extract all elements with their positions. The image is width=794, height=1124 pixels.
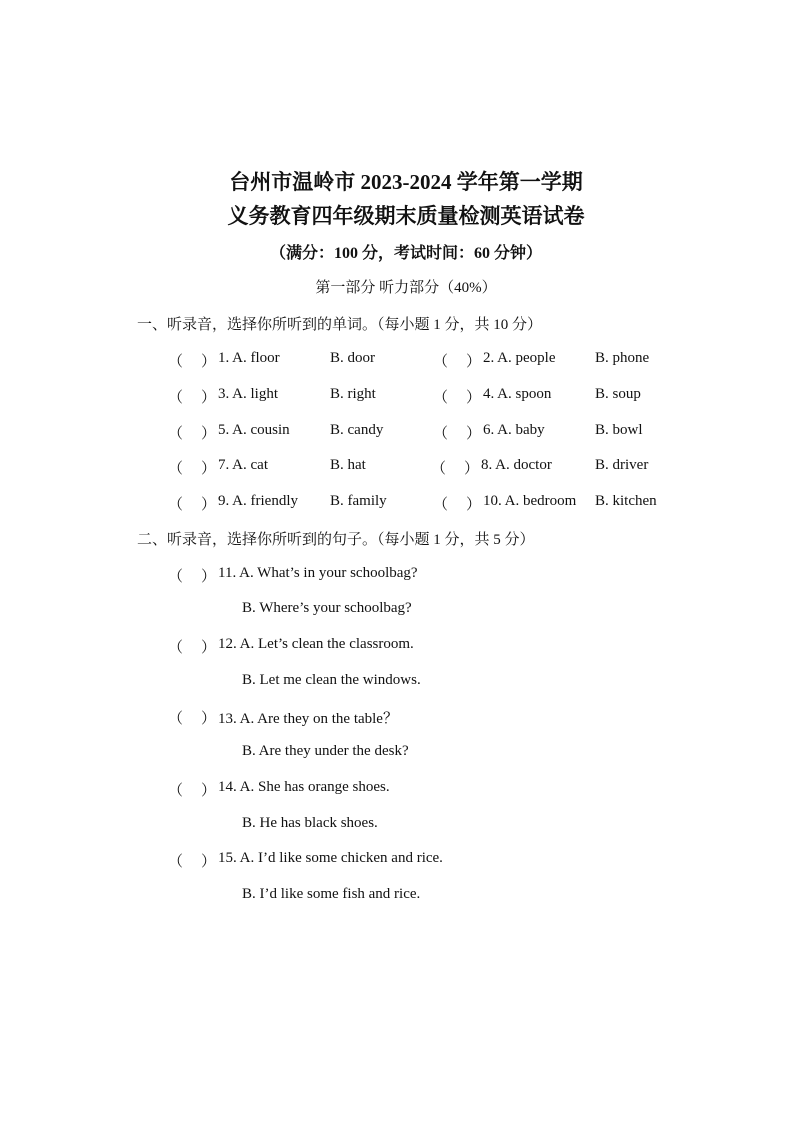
answer-paren-open: （ <box>168 354 184 370</box>
answer-paren-open: （ <box>433 390 449 406</box>
answer-paren-close: ） <box>466 390 482 406</box>
option-a: 6. A. baby <box>483 422 545 438</box>
answer-paren-close: ） <box>466 497 482 513</box>
sentence-option-b-row <box>0 743 794 765</box>
sentence-question <box>0 850 794 872</box>
option-b: B. Are they under the desk? <box>242 743 409 759</box>
answer-paren-close: ） <box>201 461 217 477</box>
word-row <box>0 457 794 479</box>
answer-paren-open: （ <box>168 497 184 513</box>
option-a: 14. A. She has orange shoes. <box>218 779 390 795</box>
answer-paren-close: ） <box>201 640 217 656</box>
answer-paren-open: （ <box>168 390 184 406</box>
option-b: B. soup <box>595 386 641 402</box>
answer-paren-open: （ <box>433 354 449 370</box>
option-b: B. bowl <box>595 422 643 438</box>
sentence-option-b-row <box>0 672 794 694</box>
answer-paren-close: ） <box>201 711 217 727</box>
option-b: B. Let me clean the windows. <box>242 672 421 688</box>
answer-paren-close: ） <box>201 497 217 513</box>
option-a: 12. A. Let’s clean the classroom. <box>218 636 414 652</box>
option-b: B. I’d like some fish and rice. <box>242 886 421 902</box>
exam-title-line2: 义务教育四年级期末质量检测英语试卷 <box>227 204 585 228</box>
answer-paren-close: ） <box>201 426 217 442</box>
option-a: 3. A. light <box>218 386 279 402</box>
section1-title: 一、听录音，选择你所听到的单词。（每小题 1 分，共 10 分） <box>137 317 543 333</box>
answer-paren-open: （ <box>168 783 184 799</box>
word-row <box>0 422 794 444</box>
sentence-question <box>0 565 794 587</box>
answer-paren-open: （ <box>431 461 447 477</box>
option-a: 10. A. bedroom <box>483 493 577 509</box>
answer-paren-open: （ <box>433 426 449 442</box>
exam-title-line1: 台州市温岭市 2023-2024 学年第一学期 <box>229 170 583 194</box>
answer-paren-close: ） <box>466 426 482 442</box>
option-b: B. phone <box>595 350 650 366</box>
answer-paren-open: （ <box>168 461 184 477</box>
option-b: B. driver <box>595 457 649 473</box>
answer-paren-close: ） <box>464 461 480 477</box>
word-row <box>0 493 794 515</box>
option-a: 13. A. Are they on the table？ <box>218 711 398 727</box>
section2-title: 二、听录音，选择你所听到的句子。（每小题 1 分，共 5 分） <box>137 532 535 548</box>
option-a: 2. A. people <box>483 350 556 366</box>
answer-paren-close: ） <box>201 854 217 870</box>
sentence-question <box>0 779 794 801</box>
option-b: B. Where’s your schoolbag? <box>242 600 412 616</box>
answer-paren-open: （ <box>168 854 184 870</box>
sentence-option-b-row <box>0 815 794 837</box>
option-a: 5. A. cousin <box>218 422 290 438</box>
answer-paren-close: ） <box>201 783 217 799</box>
option-b: B. kitchen <box>595 493 657 509</box>
answer-paren-open: （ <box>168 426 184 442</box>
answer-paren-open: （ <box>168 569 184 585</box>
option-b: B. door <box>330 350 375 366</box>
answer-paren-open: （ <box>433 497 449 513</box>
option-a: 1. A. floor <box>218 350 280 366</box>
answer-paren-open: （ <box>168 640 184 656</box>
option-b: B. hat <box>330 457 366 473</box>
option-a: 7. A. cat <box>218 457 268 473</box>
part1-title: 第一部分 听力部分（40%） <box>315 280 497 296</box>
word-row <box>0 386 794 408</box>
option-b: B. candy <box>330 422 384 438</box>
option-a: 4. A. spoon <box>483 386 552 402</box>
answer-paren-open: （ <box>168 711 184 727</box>
option-a: 11. A. What’s in your schoolbag? <box>218 565 418 581</box>
option-a: 9. A. friendly <box>218 493 298 509</box>
sentence-option-b-row <box>0 600 794 622</box>
answer-paren-close: ） <box>201 354 217 370</box>
option-a: 15. A. I’d like some chicken and rice. <box>218 850 443 866</box>
answer-paren-close: ） <box>201 390 217 406</box>
sentence-question <box>0 636 794 658</box>
option-b: B. family <box>330 493 387 509</box>
exam-subtitle: （满分：100 分，考试时间：60 分钟） <box>269 245 542 262</box>
option-b: B. He has black shoes. <box>242 815 378 831</box>
answer-paren-close: ） <box>201 569 217 585</box>
word-row <box>0 350 794 372</box>
answer-paren-close: ） <box>466 354 482 370</box>
option-a: 8. A. doctor <box>481 457 552 473</box>
sentence-question <box>0 707 794 729</box>
option-b: B. right <box>330 386 376 402</box>
sentence-option-b-row <box>0 886 794 908</box>
